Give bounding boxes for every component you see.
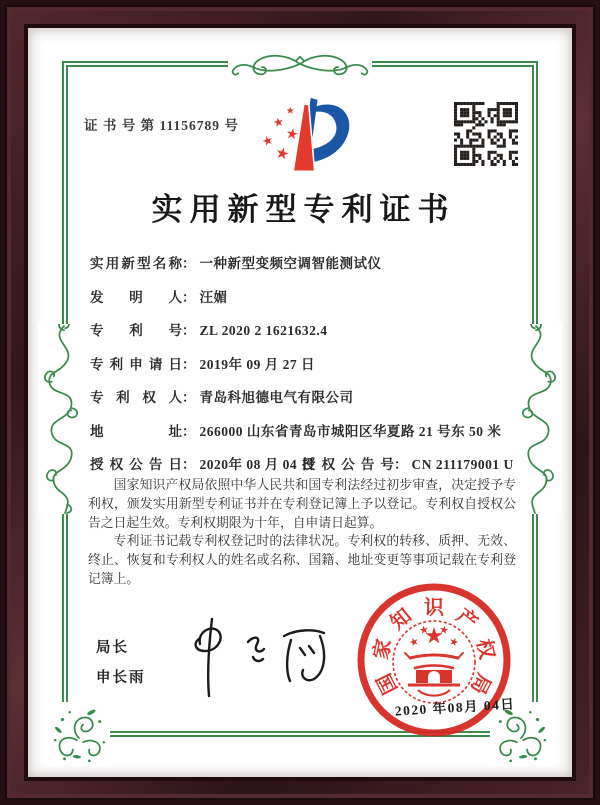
field-label: 授权公告号 (302, 457, 394, 472)
cnipa-logo-icon (246, 94, 354, 182)
svg-text:家: 家 (370, 637, 396, 662)
field-row: 地址： 266000 山东省青岛市城阳区华夏路 21 号东 50 米 (90, 420, 520, 440)
field-value: 266000 山东省青岛市城阳区华夏路 21 号东 50 米 (199, 423, 502, 439)
field-value: ZL 2020 2 1621632.4 (199, 323, 328, 338)
field-row: 发明人： 汪媚 (90, 286, 520, 306)
certificate-title: 实用新型专利证书 (151, 192, 456, 227)
field-row: 授权公告日： 2020年 08 月 04 日 授权公告号： CN 211179001 U (90, 453, 520, 473)
legal-paragraph: 国家知识产权局依照中华人民共和国专利法经过初步审查，决定授予专利权，颁发实用新型专利证书并在专利登记簿上予以登记。专利权自授权公告之日起生效。专利权期限为十年，自申请日起算。 (88, 478, 516, 530)
field-value: 2019年 09 月 27 日 (199, 356, 315, 372)
field-row: 实用新型名称： 一种新型变频空调智能测试仪 (90, 252, 520, 272)
flourish-top-icon (228, 50, 372, 80)
signer-title: 局长 (96, 640, 129, 656)
legal-text (88, 476, 516, 589)
svg-text:产: 产 (452, 604, 482, 635)
svg-text:权: 权 (472, 637, 498, 662)
field-row: 专利号： ZL 2020 2 1621632.4 (90, 319, 520, 339)
svg-text:识: 识 (424, 597, 444, 619)
field-value: 2020年 08 月 04 日 (199, 457, 315, 472)
field-label: 发明人 (90, 289, 182, 305)
field-label: 专利权人 (90, 390, 182, 405)
field-value: 一种新型变频空调智能测试仪 (199, 256, 382, 271)
seal-date: 2020 年08月 04日 (394, 696, 516, 719)
flourish-left-icon (38, 324, 88, 514)
field-row: 专利申请日： 2019年 09 月 27 日 (90, 353, 520, 373)
qr-code-icon (454, 102, 518, 166)
certificate-number: 证 书 号 第 11156789 号 (84, 118, 239, 133)
director-signature-icon (168, 612, 344, 704)
field-label: 专利申请日 (90, 356, 182, 372)
field-label: 实用新型名称 (90, 256, 182, 271)
floral-corner-left-icon (48, 702, 110, 766)
field-value: 青岛科旭德电气有限公司 (199, 390, 354, 405)
svg-text:国: 国 (373, 669, 403, 698)
signer-block (96, 636, 146, 696)
legal-paragraph: 专利证书记载专利权登记时的法律状况。专利权的转移、质押、无效、终止、恢复和专利权人的姓名或名称、国籍、地址变更等事项记载在专利登记簿上。 (88, 534, 516, 586)
field-list (90, 252, 520, 487)
grant-number-pair: 授权公告号： CN 211179001 U (302, 453, 514, 473)
field-label: 专利号 (90, 323, 182, 338)
signer-name: 申长雨 (96, 670, 146, 686)
field-value: 汪媚 (199, 289, 228, 305)
svg-text:知: 知 (386, 604, 416, 635)
field-label: 地址 (90, 423, 182, 439)
svg-text:局: 局 (465, 669, 495, 698)
certificate-paper (28, 28, 572, 777)
field-label: 授权公告日 (90, 457, 182, 472)
field-row: 专利权人： 青岛科旭德电气有限公司 (90, 386, 520, 406)
field-value: CN 211179001 U (411, 457, 514, 472)
